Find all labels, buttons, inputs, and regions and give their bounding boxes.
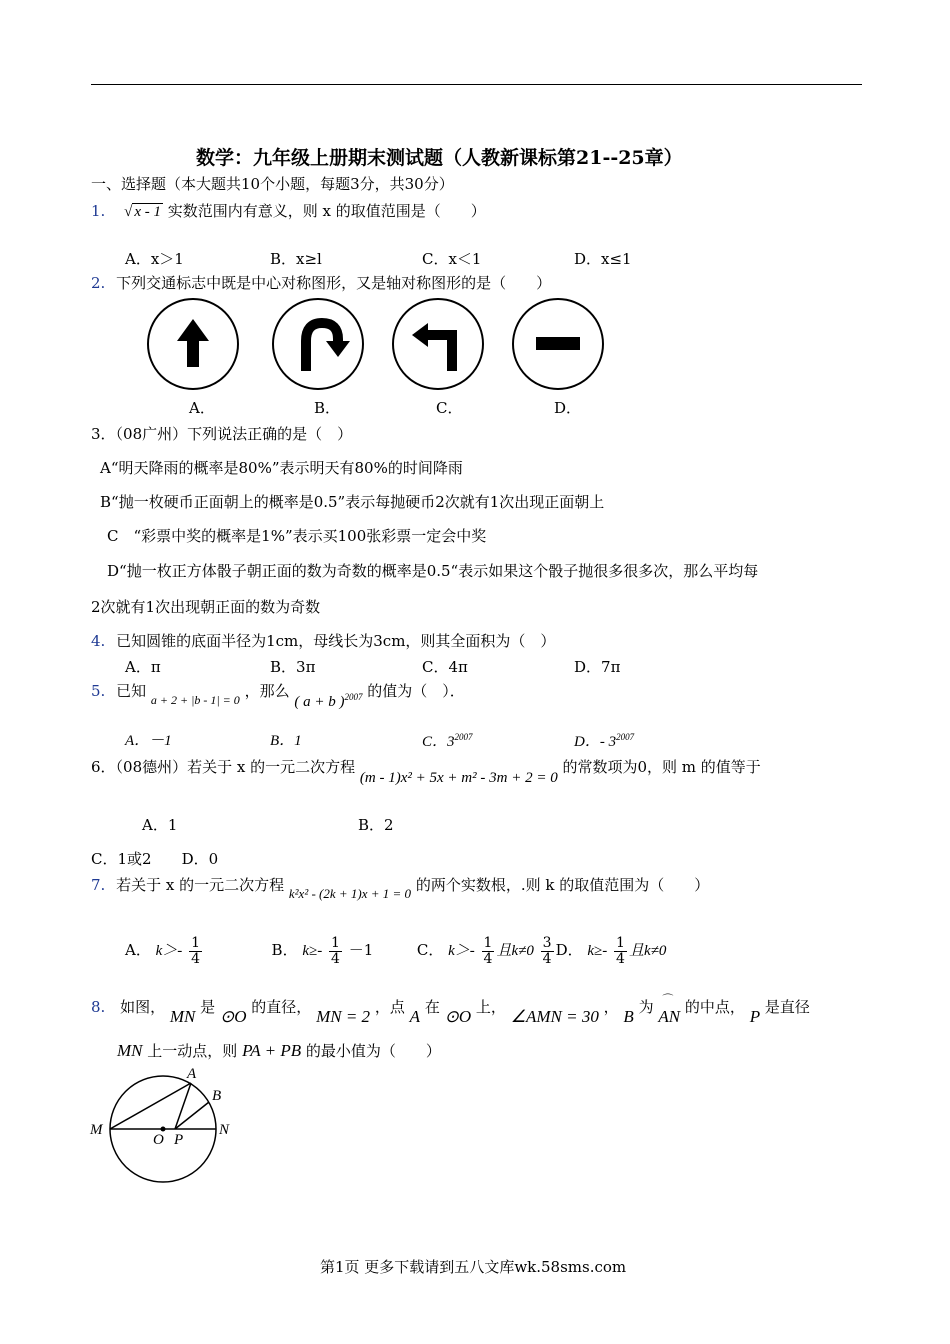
text: 是直径: [764, 998, 810, 1016]
q3-option-c: C “彩票中奖的概率是1%”表示买100张彩票一定会中奖: [107, 527, 487, 545]
question-text: 如图，: [120, 998, 166, 1016]
q2-label-d: D．: [554, 399, 582, 417]
q3-option-a: A“明天降雨的概率是80%”表示明天有80%的时间降雨: [100, 459, 463, 477]
equation: (m - 1)x² + 5x + m² - 3m + 2 = 0: [359, 770, 558, 786]
math-point-p: P: [749, 1007, 761, 1026]
math-sum: PA + PB: [242, 1041, 302, 1060]
math-mn-value: MN = 2: [316, 1007, 371, 1026]
numerator: 1: [191, 935, 200, 951]
denominator: 4: [616, 950, 625, 967]
option-c-tail: 且k≠0: [496, 943, 534, 960]
q5-option-a: A．－1: [125, 733, 172, 749]
option-label-d: D．: [555, 941, 583, 960]
option-c-text: k＞-: [448, 943, 475, 960]
question-4: [91, 632, 555, 651]
page-title: 数学：九年级上册期末测试题（人教新课标第21--25章）: [196, 147, 683, 169]
q2-label-b: B．: [314, 399, 341, 417]
option-b-text: k≥-: [302, 943, 323, 960]
denominator: 4: [483, 950, 493, 967]
numerator: 1: [483, 935, 493, 951]
header-rule: [91, 84, 862, 85]
question-1: 1. √ x - 1 实数范围内有意义，则 x 的取值范围是（ ）: [91, 202, 486, 220]
question-number: 8.: [91, 998, 106, 1016]
fraction: [482, 936, 495, 966]
arc-symbol: ⌒: [662, 994, 674, 1006]
option-text: C．3: [422, 734, 455, 750]
q1-option-a: A．x＞1: [125, 250, 184, 268]
arc-label: AN: [658, 1007, 681, 1026]
chord-ma: [110, 1083, 191, 1129]
text: 上一动点，则: [147, 1042, 238, 1060]
q4-option-b: B．3π: [270, 658, 316, 676]
option-a-text: k＞-: [155, 943, 183, 960]
math-arc: [658, 994, 681, 1027]
option-text: D．- 3: [574, 734, 617, 750]
numerator: 3: [542, 935, 552, 951]
q5-option-d: [574, 732, 634, 752]
question-number: 7.: [91, 876, 106, 894]
q4-option-a: A．π: [125, 658, 161, 676]
label-p: P: [174, 1132, 184, 1148]
label-m: M: [90, 1122, 103, 1138]
numerator: 1: [616, 935, 625, 951]
question-text-3: 的值为（ ）．: [367, 682, 465, 700]
q2-label-c: C．: [436, 399, 463, 417]
q3-option-b: B“抛一枚硬币正面朝上的概率是0.5”表示每抛硬币2次就有1次出现正面朝上: [100, 493, 605, 511]
turn-left-icon: [393, 299, 483, 389]
math-point-a: A: [409, 1007, 421, 1026]
text: 的直径，: [251, 998, 312, 1016]
option-d-text: k≥-: [587, 943, 608, 960]
question-6: [91, 758, 761, 786]
u-turn-icon: [273, 299, 363, 389]
q6-option-b: B．2: [358, 816, 394, 834]
question-number: 4.: [91, 632, 106, 650]
question-text: 实数范围内有意义，则 x 的取值范围是（ ）: [167, 202, 486, 220]
text: 上，: [475, 998, 506, 1016]
center-dot: [161, 1127, 166, 1132]
text: 的最小值为（ ）: [305, 1042, 441, 1060]
power-expression: ( a + b ): [294, 694, 345, 710]
math-circle: ⊙O: [219, 1007, 247, 1026]
section-heading: 一、选择题（本大题共10个小题，每题3分，共30分）: [91, 175, 454, 193]
text: 在: [424, 998, 440, 1016]
denominator: 4: [542, 950, 552, 967]
question-number: 1.: [91, 202, 106, 220]
option-label-b: B．: [271, 941, 298, 960]
exponent: 2007: [616, 732, 635, 742]
q5-option-c: [422, 732, 473, 752]
question-7: [91, 876, 710, 901]
question-text: 6．（08德州）若关于 x 的一元二次方程: [91, 758, 356, 776]
page-footer: 第1页 更多下载请到五八文库wk.58sms.com: [320, 1258, 627, 1276]
option-d-tail: 且k≠0: [628, 943, 667, 960]
fraction: [541, 936, 554, 966]
question-2: [91, 274, 551, 293]
option-label-a: A．: [125, 941, 151, 960]
exponent: 2007: [454, 732, 473, 742]
question-text: 已知圆锥的底面半径为1cm，母线长为3cm，则其全面积为（ ）: [116, 632, 556, 650]
exponent: 2007: [344, 692, 363, 702]
q3-option-d: D“抛一枚正方体骰子朝正面的数为奇数的概率是0.5“表示如果这个骰子抛很多很多次，那么平均每: [107, 562, 759, 580]
label-n: N: [219, 1122, 230, 1138]
q1-option-c: C．x＜1: [422, 250, 482, 268]
question-text-2: ，那么: [244, 682, 290, 700]
denominator: 4: [191, 950, 200, 967]
text: 的中点，: [684, 998, 745, 1016]
q6-option-cd: C．1或2 D．0: [91, 850, 219, 868]
question-text-2: 的常数项为0，则 m 的值等于: [562, 758, 761, 776]
q5-option-b: B．1: [270, 733, 302, 749]
label-b: B: [212, 1088, 222, 1104]
text: ，: [603, 998, 619, 1016]
q6-option-a: A．1: [142, 816, 178, 834]
math-angle: ∠AMN = 30: [510, 1007, 599, 1026]
no-entry-bar-icon: [513, 299, 603, 389]
traffic-signs-figure: [140, 297, 615, 397]
fraction: [189, 936, 202, 966]
question-number: 5.: [91, 682, 106, 700]
condition-expression: a + 2 + |b - 1| = 0: [150, 693, 240, 707]
q7-options-row: [125, 936, 666, 966]
question-number: 2.: [91, 274, 106, 292]
text: 是: [200, 998, 216, 1016]
question-text: 已知: [116, 682, 147, 700]
math-circle-2: ⊙O: [444, 1007, 472, 1026]
denominator: 4: [331, 950, 340, 967]
arrow-up-icon: [148, 299, 238, 389]
q3-option-d-cont: 2次就有1次出现朝正面的数为奇数: [91, 598, 321, 616]
q2-label-a: A．: [189, 399, 215, 417]
numerator: 1: [331, 935, 340, 951]
label-o: O: [153, 1132, 164, 1148]
q1-option-b: B．x≥l: [270, 250, 322, 268]
question-8: [91, 994, 810, 1026]
math-point-b: B: [623, 1007, 634, 1026]
question-8-line-2: [117, 1040, 441, 1061]
question-text: 若关于 x 的一元二次方程: [116, 876, 285, 894]
sqrt-expression: x - 1: [134, 204, 161, 220]
option-b-tail: －1: [348, 941, 374, 960]
text: ，点: [374, 998, 405, 1016]
equation: k²x² - (2k + 1)x + 1 = 0: [288, 886, 412, 901]
label-a: A: [187, 1066, 197, 1082]
math-mn: MN: [117, 1041, 143, 1060]
q1-option-d: D．x≤1: [574, 250, 632, 268]
fraction: [614, 936, 627, 966]
q4-option-c: C．4π: [422, 658, 468, 676]
math-mn: MN: [169, 1007, 196, 1026]
question-5: [91, 682, 465, 710]
question-text-2: 的两个实数根，.则 k 的取值范围为（ ）: [415, 876, 710, 894]
question-3: 3．（08广州）下列说法正确的是（ ）: [91, 425, 353, 443]
text: 为: [638, 998, 654, 1016]
question-text: 下列交通标志中既是中心对称图形，又是轴对称图形的是（ ）: [116, 274, 552, 292]
option-label-c: C．: [416, 941, 444, 960]
circle-geometry-figure: [85, 1062, 245, 1187]
fraction: [329, 936, 342, 966]
q4-option-d: D．7π: [574, 658, 621, 676]
